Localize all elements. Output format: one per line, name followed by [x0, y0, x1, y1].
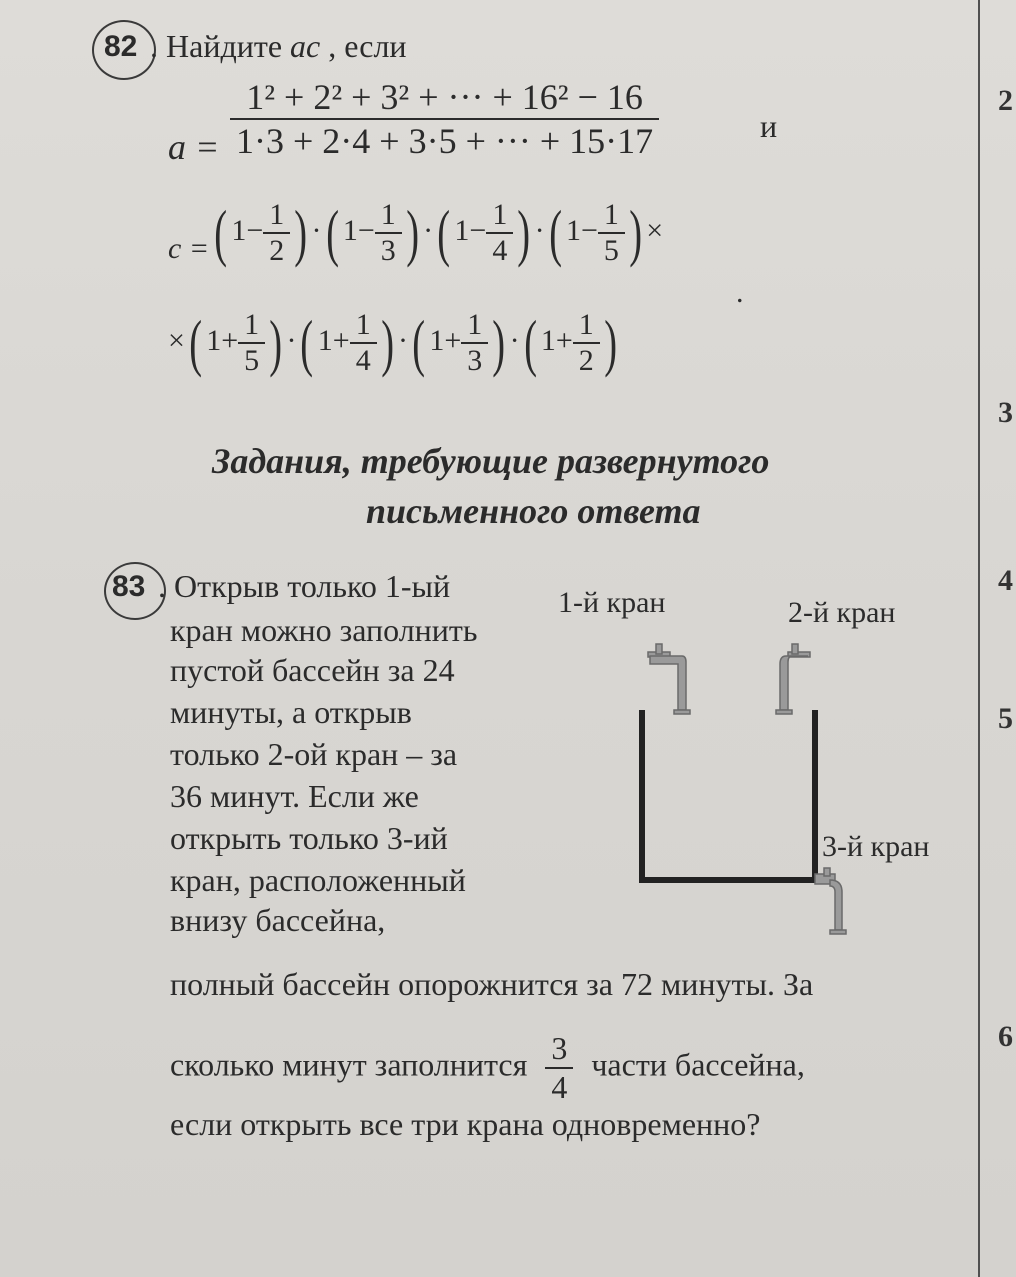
margin-number: 3: [998, 396, 1013, 429]
tap1-label: 1-й кран: [558, 586, 666, 619]
c-product-row1: ( 1− $\frac{1}{2}$ ) ·( 1− $\frac{1}{3}$ ) ·( 1− $\frac{1}{4}$ ) ·( 1− $\frac{1}{5}$ ) ×: [214, 197, 664, 268]
trailing-dot: .: [736, 276, 744, 309]
margin-number: 4: [998, 564, 1013, 597]
problem-text-line: пустой бассейн за 24: [170, 652, 455, 688]
pool-diagram: [630, 630, 870, 940]
problem-text-line: если открыть все три крана одновременно?: [170, 1106, 761, 1142]
problem-text-line: внизу бассейна,: [170, 902, 386, 938]
problem-number: 82: [104, 30, 138, 63]
column-divider: [978, 0, 980, 1277]
pool-walls: [642, 710, 815, 880]
a-numerator: 1² + 2² + 3² + ··· + 16² − 16: [246, 77, 643, 117]
problem-text-line: кран можно заполнить: [170, 612, 478, 648]
problem-number: 83: [112, 570, 146, 603]
problem-text-line: минуты, а открыв: [170, 694, 412, 730]
margin-number: 2: [998, 84, 1013, 117]
faucet-icon: [648, 644, 690, 714]
c-lhs: c =: [168, 232, 210, 265]
section-heading-line1: Задания, требующие развернутого: [212, 441, 770, 481]
a-fraction: [230, 76, 659, 162]
faucet-icon: [815, 868, 846, 934]
problem-text-line: полный бассейн опорожнится за 72 минуты. За: [170, 966, 814, 1002]
margin-number: 6: [998, 1020, 1013, 1053]
problem-text-line: открыть только 3-ий: [170, 820, 448, 856]
tap2-label: 2-й кран: [788, 596, 896, 629]
and-word: и: [760, 108, 778, 144]
problem-text-line: 36 минут. Если же: [170, 778, 419, 814]
faucet-icon: [776, 644, 810, 714]
problem-text-line-fraction: сколько минут заполнится $\frac{3}{4}$ части бассейна,: [170, 1030, 805, 1105]
problem-intro: . Найдите ac , если: [150, 28, 407, 64]
section-heading-line2: письменного ответа: [366, 491, 701, 531]
problem-text-line: только 2-ой кран – за: [170, 736, 458, 772]
margin-number: 5: [998, 702, 1013, 735]
c-product-row2: ×( 1+ $\frac{1}{5}$ ) ·( 1+ $\frac{1}{4}$ ) ·( 1+ $\frac{1}{3}$ ) ·( 1+ $\frac{1}{2}$ ): [168, 307, 617, 378]
a-denominator: 1·3 + 2·4 + 3·5 + ··· + 15·17: [230, 118, 659, 162]
tap3-label: 3-й кран: [822, 830, 930, 863]
problem-text-line: кран, расположенный: [170, 862, 466, 898]
a-lhs: a =: [168, 127, 220, 167]
problem-text-line: . Открыв только 1-ый: [158, 568, 451, 604]
